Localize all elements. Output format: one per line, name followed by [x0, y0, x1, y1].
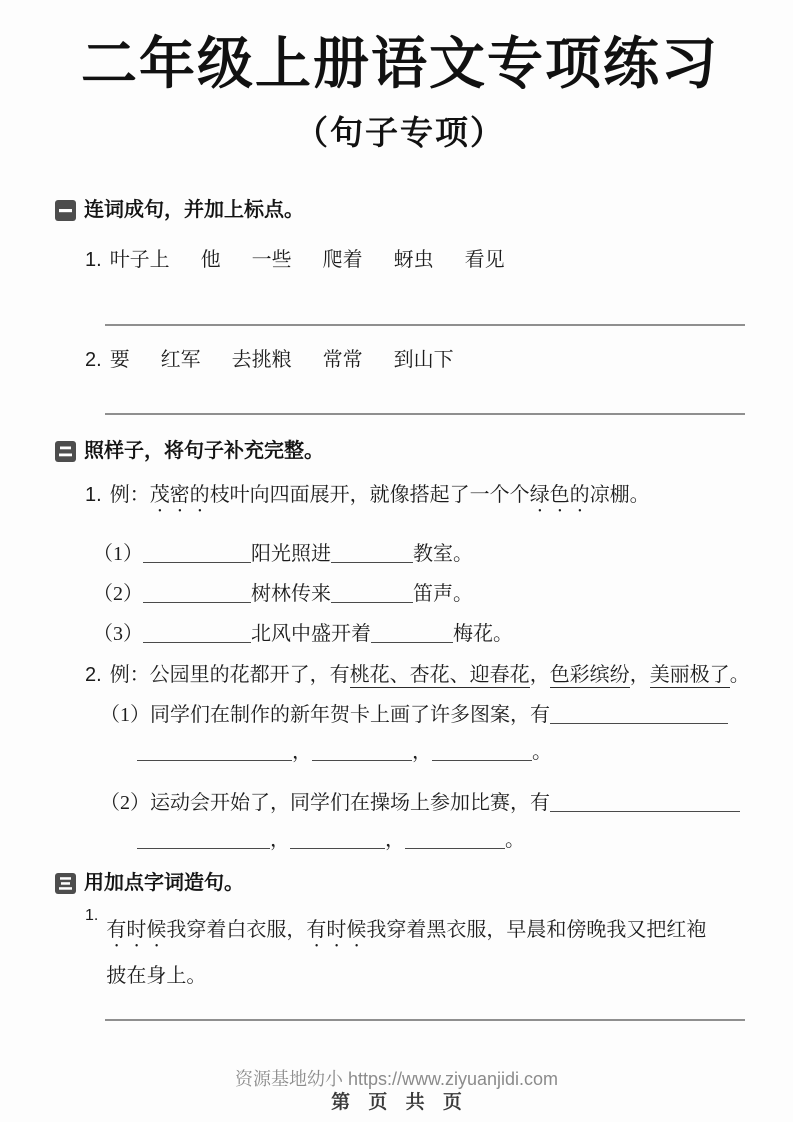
- fill-in-blank: [550, 721, 728, 724]
- sentence-text: 同学们在制作的新年贺卡上画了许多图案，有: [150, 704, 550, 727]
- sentence-text: 凉棚。: [589, 484, 650, 507]
- fill-in-blank: [371, 640, 453, 643]
- fill-in-blank: [143, 600, 251, 603]
- fill-in-continuation-line: [137, 827, 745, 853]
- word-scramble-item-1: [85, 246, 745, 274]
- numeral-one-icon: [55, 200, 76, 221]
- fill-in-blank: [331, 600, 413, 603]
- page-footer: [0, 1068, 793, 1114]
- fill-in-continuation-line: [137, 739, 745, 765]
- punctuation: 。: [532, 741, 552, 764]
- fill-in-subitem-2: [100, 787, 745, 819]
- subitem-number: （1）: [100, 704, 150, 727]
- punctuation: ，: [385, 829, 405, 852]
- item-number: 2.: [85, 664, 102, 687]
- fill-in-subitem-1: [93, 539, 745, 569]
- fill-in-blank: [290, 846, 385, 849]
- section-two-header: [55, 439, 745, 463]
- scrambled-words: 叶子上 他 一些 爬着 蚜虫 看见: [109, 249, 505, 272]
- fill-in-blank: [405, 846, 505, 849]
- page-title: 二年级上册语文专项练习: [81, 32, 719, 95]
- emphasized-phrase: 茂密的: [149, 484, 210, 507]
- example-label: 例：: [109, 484, 150, 507]
- sentence-text: 教室。: [413, 543, 473, 566]
- fill-in-blank: [137, 846, 270, 849]
- underlined-phrase: 色彩缤纷: [549, 664, 630, 687]
- item-number: 1.: [85, 907, 99, 925]
- section-three-header: [55, 871, 745, 895]
- subitem-number: （2）: [100, 792, 150, 815]
- fill-in-subitem-1: [100, 699, 745, 731]
- item-number: 2.: [85, 349, 102, 372]
- answer-line: [105, 324, 745, 326]
- page-subtitle: （句子专项）: [295, 114, 505, 152]
- fill-in-blank: [331, 560, 413, 563]
- fill-in-subitem-2: [93, 579, 745, 609]
- sentence-text: 枝叶向四面展开，就像搭起了一个个: [209, 484, 530, 507]
- fill-in-blank: [432, 758, 532, 761]
- section-one-heading: 连词成句，并加上标点。: [84, 199, 304, 222]
- sentence-text: 例：公园里的花都开了，有: [109, 664, 350, 687]
- section-three-heading: 用加点字词造句。: [84, 872, 244, 895]
- emphasized-phrase: 有时候: [306, 919, 367, 942]
- punctuation: ，: [412, 741, 432, 764]
- punctuation: ，: [629, 664, 650, 687]
- sentence-building-item-1: [85, 907, 745, 999]
- item-number: 1.: [85, 484, 102, 507]
- word-scramble-item-2: [85, 346, 745, 374]
- punctuation: ，: [529, 664, 550, 687]
- section-two-heading: 照样子，将句子补充完整。: [84, 440, 324, 463]
- underlined-phrase: 美丽极了: [649, 664, 730, 687]
- scrambled-words: 要 红军 去挑粮 常常 到山下: [109, 349, 454, 372]
- numeral-two-icon: [55, 441, 76, 462]
- example-sentence-2: [85, 661, 750, 689]
- numeral-three-icon: [55, 873, 76, 894]
- sentence-text-block: [106, 907, 718, 999]
- sentence-text: 我穿着黑衣服，早晨和傍晚我又把红袍披在身上。: [106, 919, 707, 988]
- punctuation: ，: [270, 829, 290, 852]
- fill-in-blank: [312, 758, 412, 761]
- punctuation: ，: [292, 741, 312, 764]
- section-one-header: [55, 198, 745, 222]
- fill-in-blank: [550, 809, 740, 812]
- item-number: 1.: [85, 249, 102, 272]
- sentence-text: 树林传来: [251, 583, 331, 606]
- answer-line: [105, 1019, 745, 1021]
- punctuation: 。: [505, 829, 525, 852]
- punctuation: 。: [729, 664, 750, 687]
- subitem-number: （3）: [93, 623, 143, 646]
- example-sentence-1: [85, 481, 745, 517]
- emphasized-phrase: 有时候: [106, 919, 167, 942]
- fill-in-blank: [137, 758, 292, 761]
- sentence-text: 运动会开始了，同学们在操场上参加比赛，有: [150, 792, 550, 815]
- fill-in-blank: [143, 640, 251, 643]
- sentence-text: 阳光照进: [251, 543, 331, 566]
- fill-in-blank: [143, 560, 251, 563]
- page-number-placeholder: 第 页 共 页: [331, 1092, 462, 1113]
- sentence-text: 梅花。: [453, 623, 513, 646]
- emphasized-phrase: 绿色的: [529, 484, 590, 507]
- source-watermark: 资源基地幼小 https://www.ziyuanjidi.com: [234, 1069, 559, 1089]
- fill-in-subitem-3: [93, 619, 745, 649]
- answer-line: [105, 413, 745, 415]
- sentence-text: 北风中盛开着: [251, 623, 371, 646]
- sentence-text: 笛声。: [413, 583, 473, 606]
- subitem-number: （1）: [93, 543, 143, 566]
- subitem-number: （2）: [93, 583, 143, 606]
- sentence-text: 我穿着白衣服，: [166, 919, 307, 942]
- underlined-phrase: 桃花、杏花、迎春花: [349, 664, 530, 687]
